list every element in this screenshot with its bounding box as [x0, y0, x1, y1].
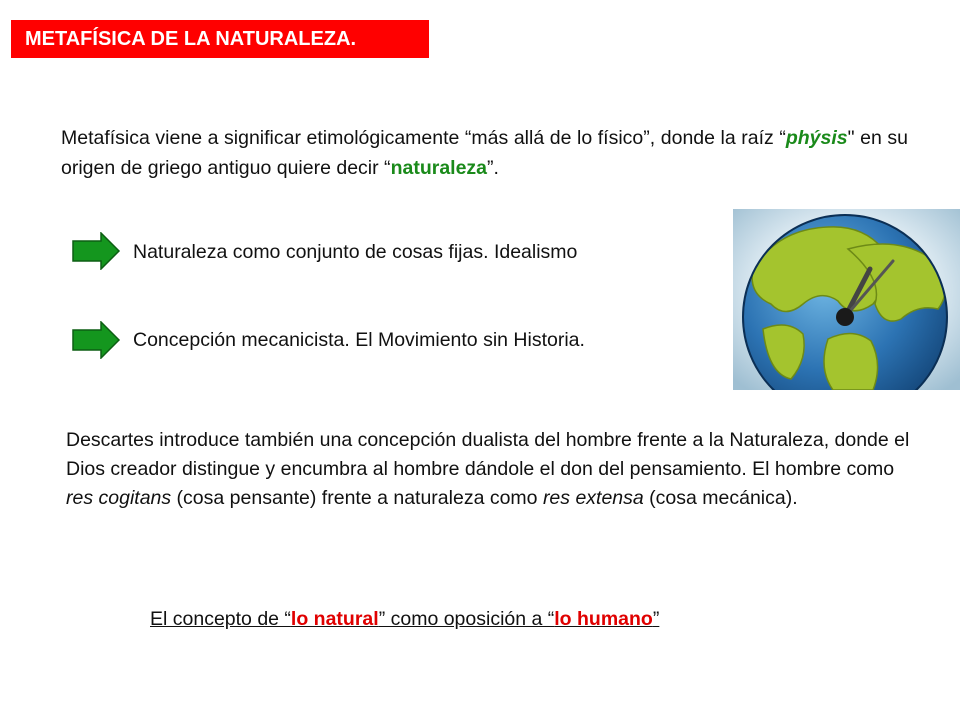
- concept-line: [150, 608, 659, 631]
- intro-text-2: " en su origen de griego antiguo quiere decir “: [61, 127, 908, 179]
- term-naturaleza: naturaleza: [390, 157, 488, 179]
- intro-text-3: ”.: [487, 157, 499, 179]
- concept-text-1: El concepto de “: [150, 608, 291, 630]
- intro-paragraph: [61, 123, 908, 183]
- green-arrow-icon: [71, 232, 121, 270]
- concept-text-3: ”: [652, 608, 660, 630]
- term-physis: phýsis: [785, 127, 848, 149]
- term-res-extensa: res extensa: [542, 487, 644, 509]
- desc-text-2: (cosa pensante) frente a naturaleza como: [171, 487, 543, 509]
- term-lo-natural: lo natural: [290, 608, 379, 630]
- descartes-paragraph: [66, 426, 911, 513]
- green-arrow-icon: [71, 321, 121, 359]
- term-res-cogitans: res cogitans: [66, 487, 172, 509]
- desc-text-3: (cosa mecánica).: [643, 487, 798, 509]
- bullet-naturaleza-fija: Naturaleza como conjunto de cosas fijas. Idealismo: [133, 241, 578, 263]
- globe-clock-image: [733, 209, 960, 390]
- desc-text-1: Descartes introduce también una concepción dualista del hombre frente a la Naturaleza, donde el Dios creador distingue y encumbra al hombre dándole el don del pensamiento. El hombre como: [66, 429, 910, 480]
- concept-text-2: ” como oposición a “: [378, 608, 555, 630]
- slide-title: METAFÍSICA DE LA NATURALEZA.: [11, 20, 429, 58]
- intro-text-1: Metafísica viene a significar etimológicamente “más allá de lo físico”, donde la raíz “: [61, 127, 786, 149]
- term-lo-humano: lo humano: [554, 608, 653, 630]
- bullet-mecanicista: Concepción mecanicista. El Movimiento sin Historia.: [133, 329, 585, 351]
